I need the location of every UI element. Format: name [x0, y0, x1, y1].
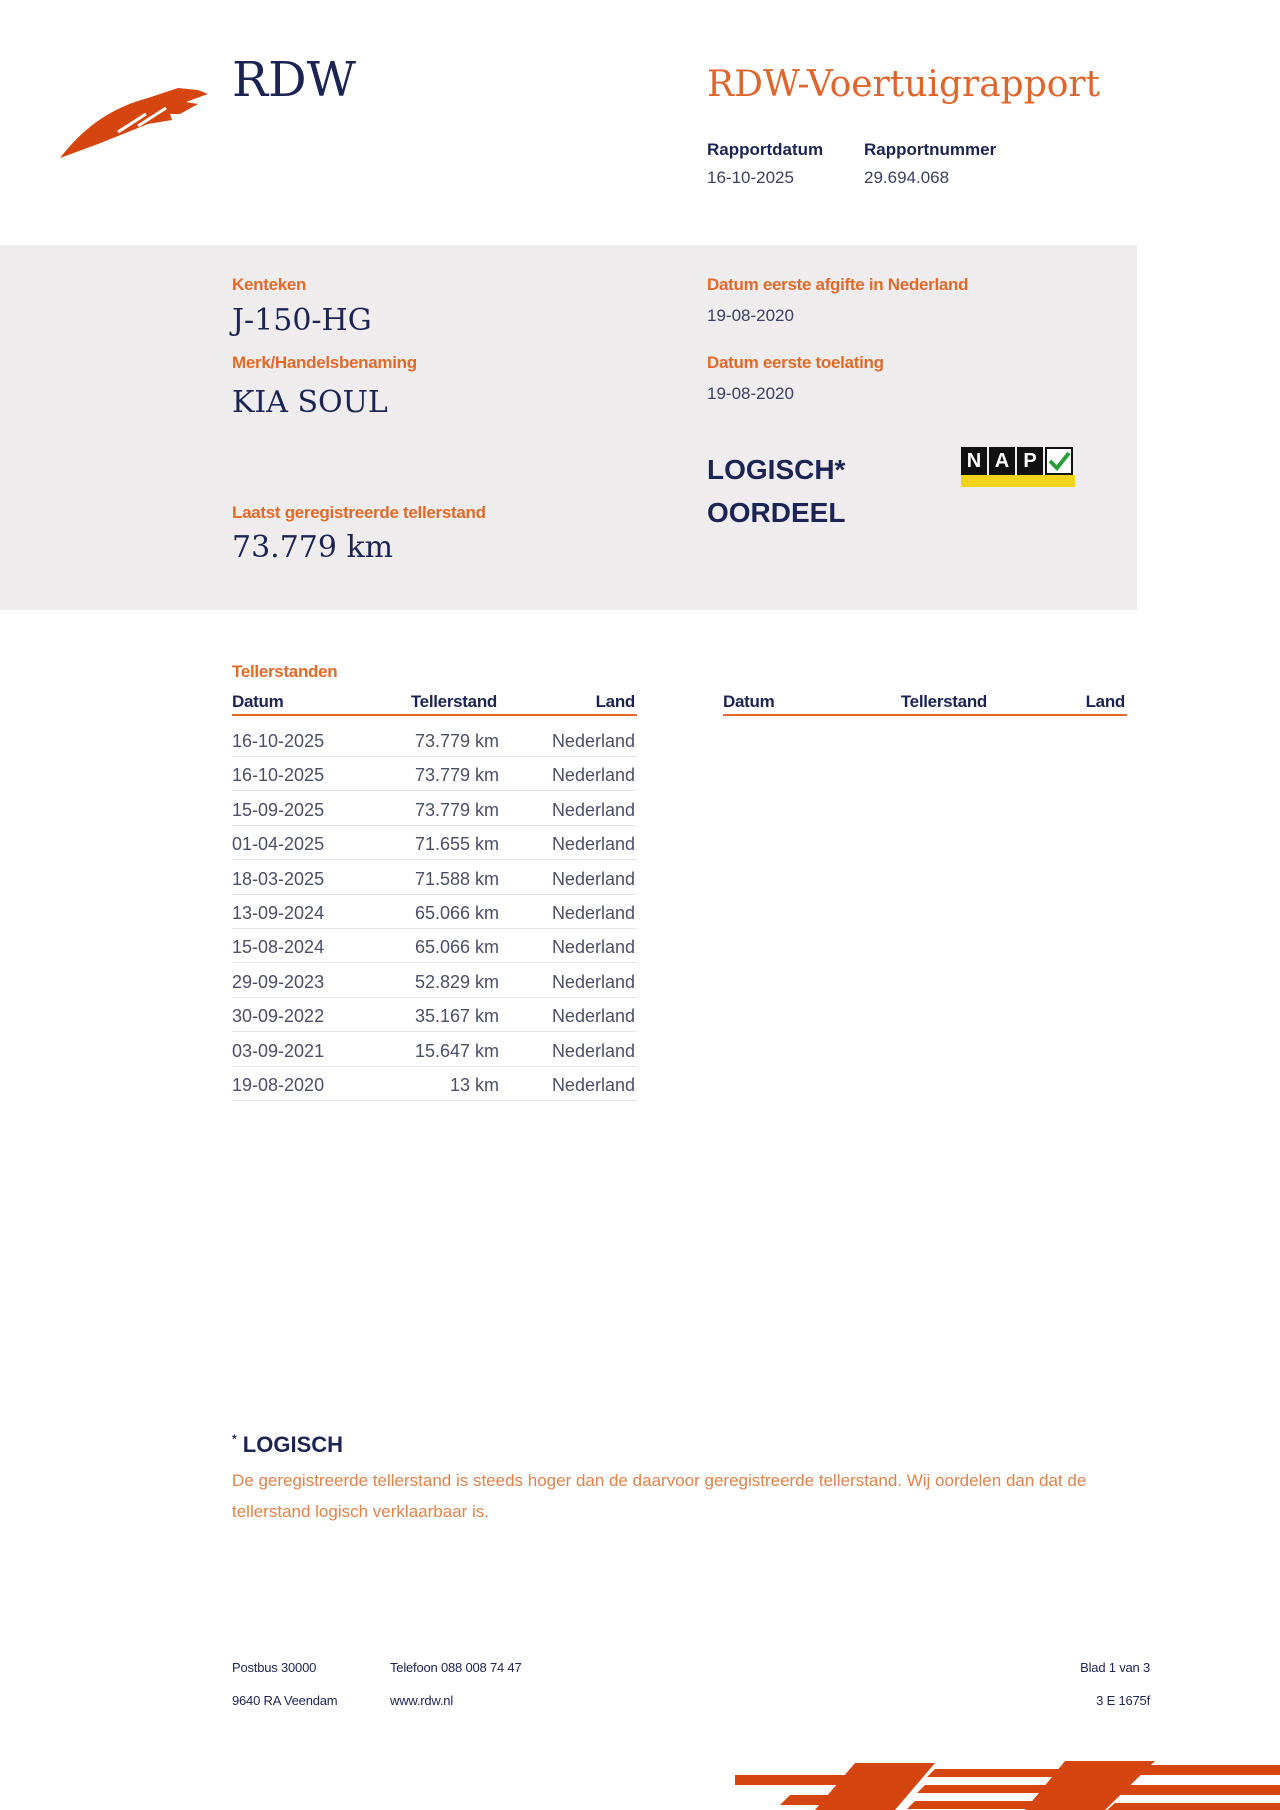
- row-reading: 15.647 km: [414, 1040, 499, 1061]
- last-odometer-value: 73.779 km: [232, 530, 394, 565]
- vehicle-summary-panel: [0, 245, 1137, 610]
- header-rule-right: [723, 714, 1127, 716]
- row-date: 13-09-2024: [232, 903, 325, 923]
- row-country: Nederland: [551, 868, 635, 889]
- row-country: Nederland: [551, 1040, 635, 1061]
- plate-label: Kenteken: [232, 275, 307, 294]
- row-country: Nederland: [551, 1006, 635, 1027]
- table-row: [232, 1066, 637, 1101]
- row-reading: 71.588 km: [414, 868, 499, 889]
- first-issue-nl-value: 19-08-2020: [707, 306, 794, 325]
- footnote-title: * LOGISCH: [232, 1432, 344, 1457]
- row-date: 16-10-2025: [232, 731, 325, 751]
- footer-website[interactable]: www.rdw.nl: [390, 1693, 454, 1708]
- table-row: [232, 825, 637, 860]
- make-value: KIA SOUL: [232, 385, 388, 420]
- row-date: 15-09-2025: [232, 799, 325, 820]
- row-country: Nederland: [551, 937, 635, 958]
- footer-code: 3 E 1675f: [1096, 1693, 1150, 1708]
- table-row: [232, 928, 637, 963]
- nap-letter-a: A: [989, 447, 1015, 475]
- nap-letter-n: N: [961, 447, 987, 475]
- first-admission-value: 19-08-2020: [707, 384, 794, 403]
- make-label: Merk/Handelsbenaming: [232, 353, 417, 372]
- row-date: 19-08-2020: [232, 1075, 325, 1095]
- row-reading: 73.779 km: [414, 799, 499, 820]
- row-country: Nederland: [551, 834, 635, 855]
- row-reading: 65.066 km: [414, 903, 499, 923]
- row-reading: 65.066 km: [414, 937, 499, 958]
- plate-value: J-150-HG: [232, 303, 372, 338]
- col-header-reading-right: Tellerstand: [900, 692, 987, 711]
- row-reading: 73.779 km: [414, 731, 499, 751]
- nap-yellow-band: [961, 475, 1075, 487]
- table-row: [232, 1032, 637, 1067]
- row-reading: 73.779 km: [414, 765, 499, 786]
- row-date: 01-04-2025: [232, 834, 325, 855]
- table-row: [232, 722, 637, 757]
- row-country: Nederland: [551, 731, 635, 751]
- footer-page: Blad 1 van 3: [1080, 1660, 1150, 1675]
- first-issue-nl-label: Datum eerste afgifte in Nederland: [707, 275, 969, 294]
- footer-city: 9640 RA Veendam: [232, 1693, 338, 1708]
- row-reading: 13 km: [449, 1075, 499, 1095]
- footnote-text: De geregistreerde tellerstand is steeds hoger dan de daarvoor geregistreerde tellerstand. Wij oordelen dan dat de tellerstand logisch verklaarbaar is.: [232, 1471, 1087, 1521]
- table-row: [232, 963, 637, 998]
- table-row: [232, 894, 637, 929]
- decorative-stripes-icon: [735, 1755, 1280, 1810]
- row-country: Nederland: [551, 799, 635, 820]
- nap-logo: [961, 447, 1075, 489]
- row-country: Nederland: [551, 903, 635, 923]
- row-date: 15-08-2024: [232, 937, 325, 958]
- footer-phone: Telefoon 088 008 74 47: [390, 1660, 522, 1675]
- report-date: 16-10-2025: [707, 168, 794, 187]
- footer-postbus: Postbus 30000: [232, 1660, 317, 1675]
- rdw-logo-icon: [58, 80, 208, 162]
- col-header-date-right: Datum: [723, 692, 775, 711]
- table-row: [232, 860, 637, 895]
- table-row: [232, 791, 637, 826]
- col-header-country: Land: [595, 692, 635, 711]
- report-date-label: Rapportdatum: [707, 140, 824, 159]
- row-date: 16-10-2025: [232, 765, 325, 786]
- verdict-line1: LOGISCH*: [707, 454, 846, 485]
- row-date: 30-09-2022: [232, 1006, 325, 1027]
- table-row: [232, 997, 637, 1032]
- nap-letter-p: P: [1017, 447, 1043, 475]
- row-country: Nederland: [551, 1075, 635, 1095]
- row-reading: 71.655 km: [414, 834, 499, 855]
- row-country: Nederland: [551, 765, 635, 786]
- row-reading: 35.167 km: [414, 1006, 499, 1027]
- panel-tail-decoration: [0, 585, 140, 610]
- report-number-label: Rapportnummer: [864, 140, 997, 159]
- header-rule-left: [232, 714, 637, 716]
- row-date: 03-09-2021: [232, 1040, 325, 1061]
- first-admission-label: Datum eerste toelating: [707, 353, 884, 372]
- brand-name: RDW: [232, 52, 356, 108]
- table-row: [232, 756, 637, 791]
- col-header-date: Datum: [232, 692, 284, 711]
- footnote-title-text: LOGISCH: [242, 1432, 344, 1457]
- row-country: Nederland: [551, 971, 635, 992]
- row-date: 29-09-2023: [232, 971, 325, 992]
- report-number: 29.694.068: [864, 168, 950, 187]
- verdict-line2: OORDEEL: [707, 497, 846, 528]
- checkmark-icon: [1045, 447, 1073, 475]
- row-date: 18-03-2025: [232, 868, 325, 889]
- col-header-reading: Tellerstand: [410, 692, 497, 711]
- col-header-country-right: Land: [1085, 692, 1125, 711]
- last-odometer-label: Laatst geregistreerde tellerstand: [232, 503, 486, 522]
- report-title: RDW-Voertuigrapport: [707, 64, 1101, 105]
- odometer-table-title: Tellerstanden: [232, 662, 338, 681]
- row-reading: 52.829 km: [414, 971, 499, 992]
